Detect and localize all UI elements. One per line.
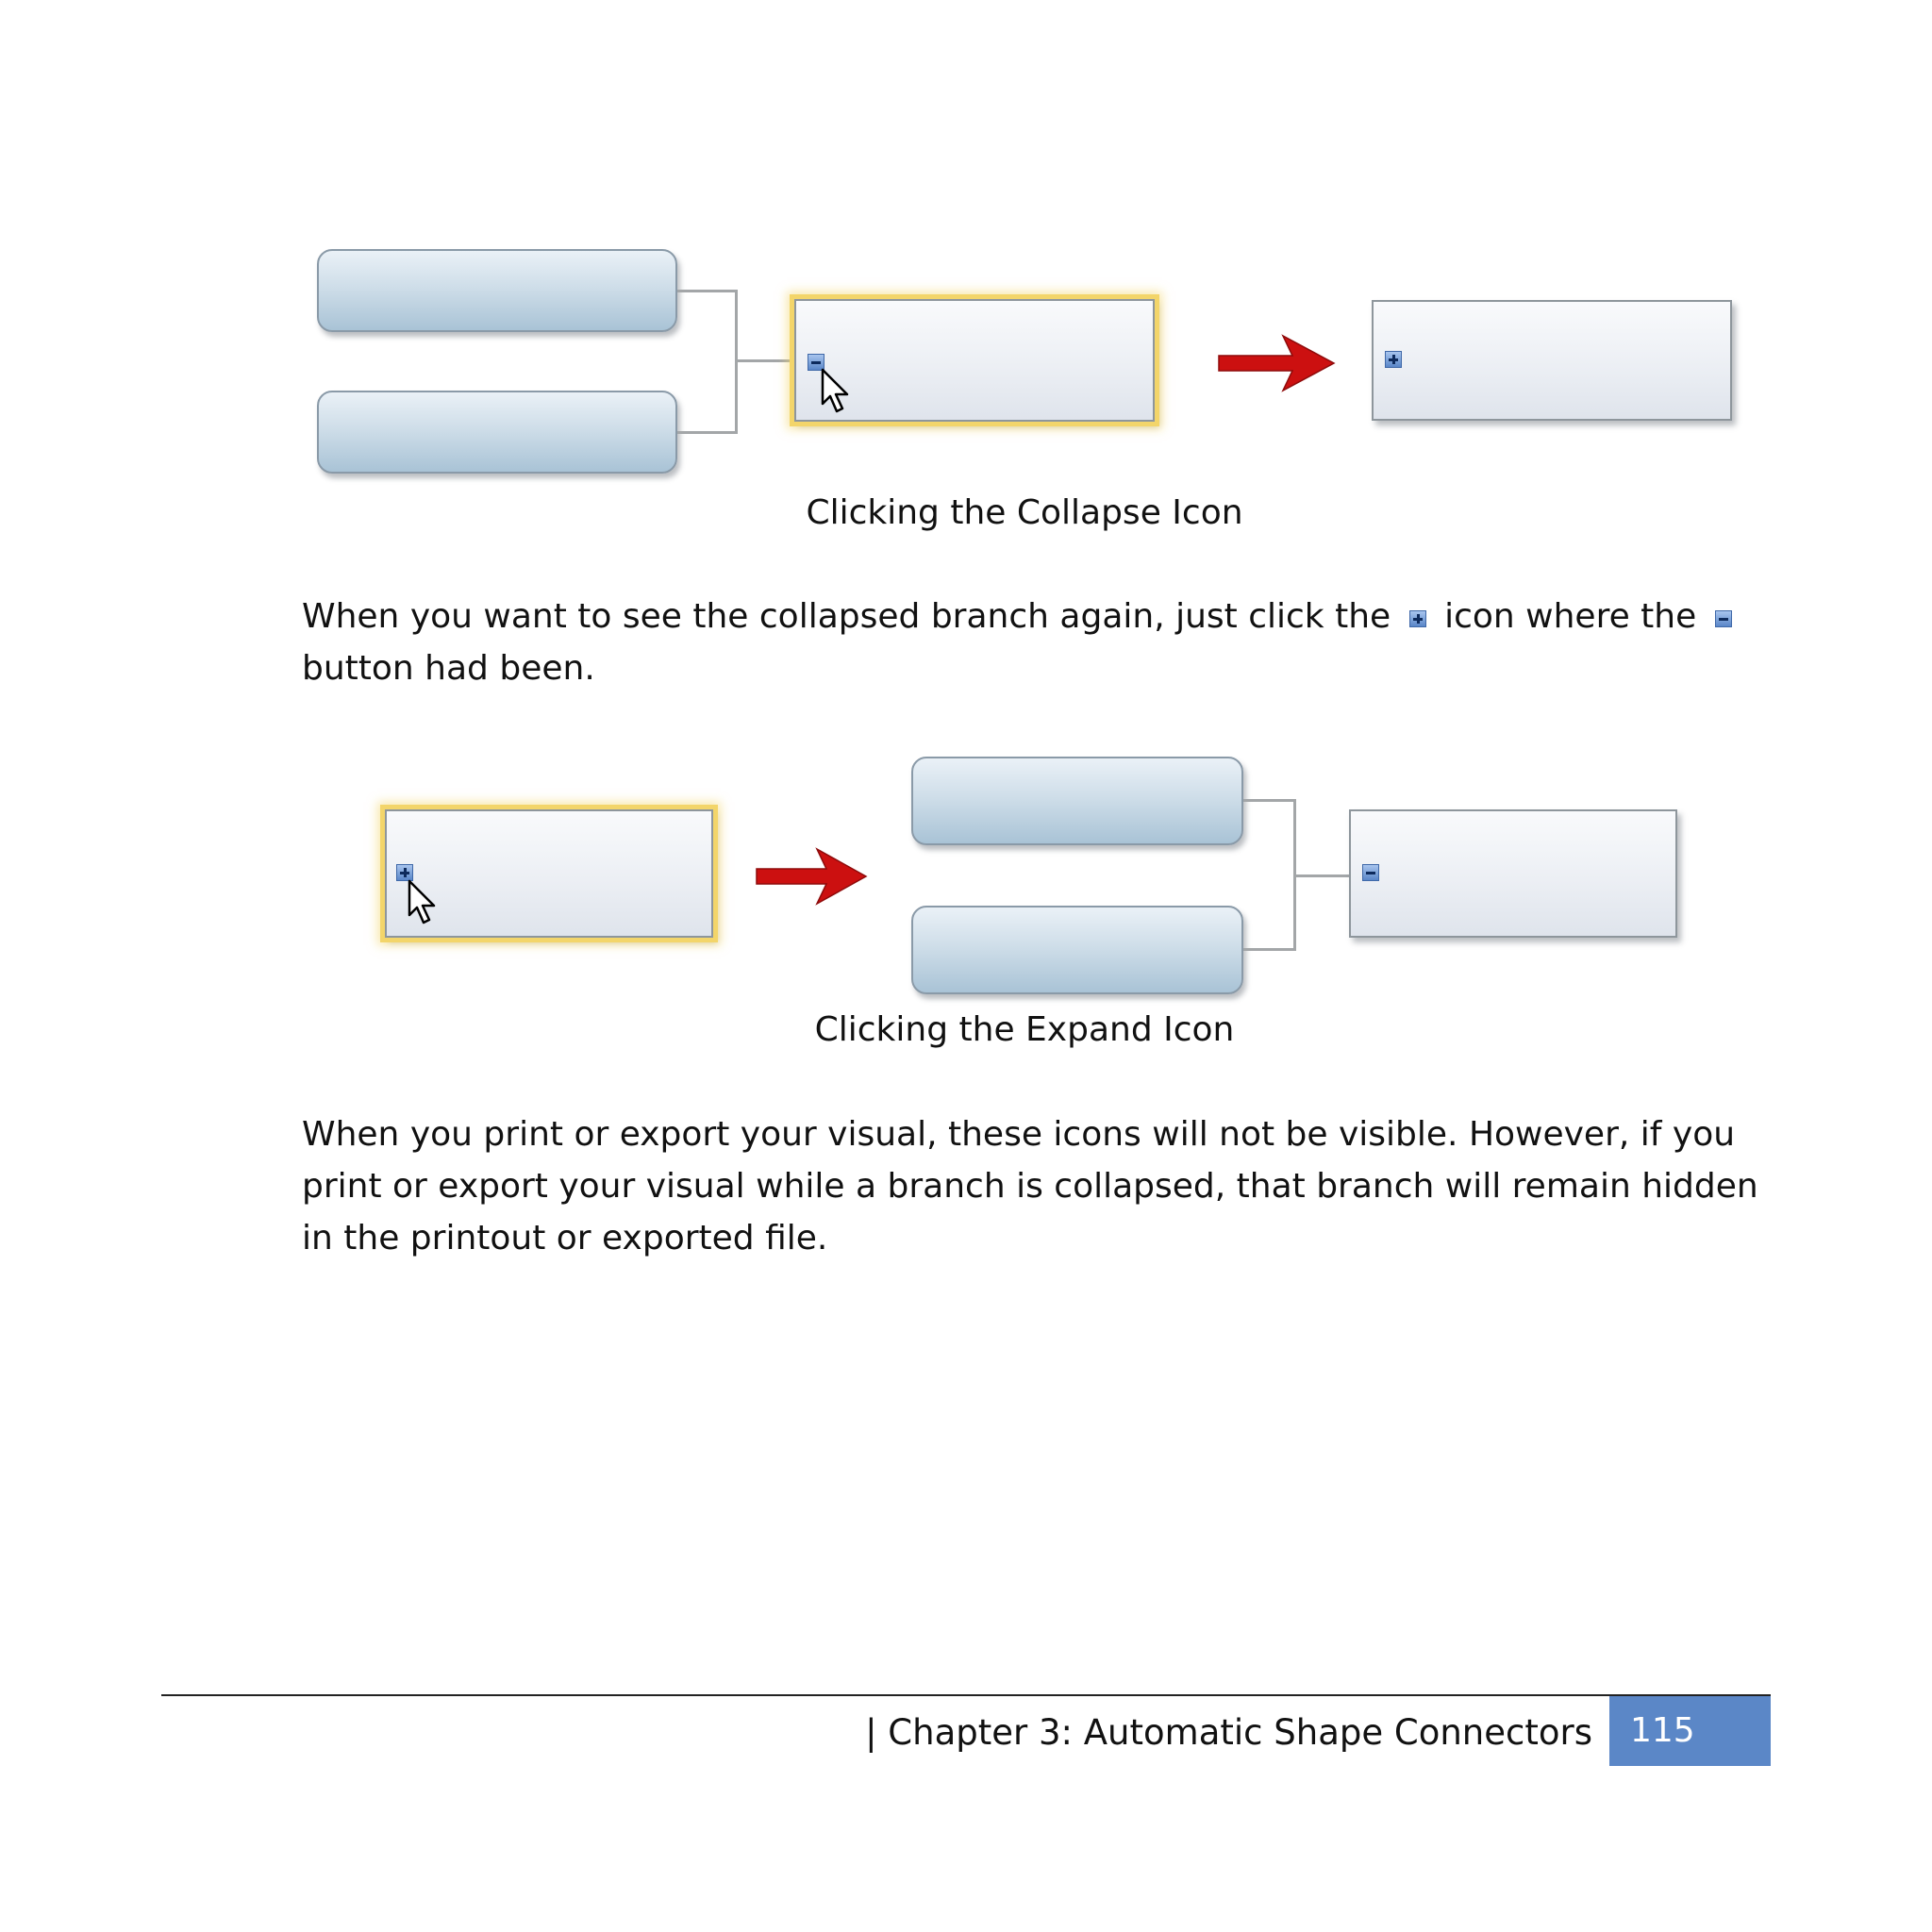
expand-icon[interactable]	[1385, 351, 1402, 368]
connector-line	[735, 359, 794, 362]
paragraph-text: icon where the	[1444, 597, 1697, 636]
connector-line	[677, 431, 737, 434]
connector-line	[1293, 874, 1350, 877]
parent-shape-expanded[interactable]	[1349, 809, 1677, 938]
child-shape-bottom	[911, 906, 1243, 994]
paragraph-text: When you want to see the collapsed branch again, just click the	[302, 597, 1391, 636]
right-arrow-icon	[1215, 330, 1338, 396]
child-shape-top	[317, 249, 677, 332]
collapse-icon[interactable]	[1362, 864, 1379, 881]
figure-caption: Clicking the Collapse Icon	[806, 493, 1243, 532]
child-shape-top	[911, 757, 1243, 845]
footer-rule	[161, 1694, 1771, 1696]
page-number-box	[1609, 1696, 1771, 1766]
paragraph-text: button had been.	[302, 649, 595, 688]
body-paragraph	[302, 591, 1774, 694]
mouse-pointer-icon	[817, 368, 855, 425]
connector-line	[1243, 799, 1295, 802]
right-arrow-icon	[753, 843, 870, 909]
connector-line	[1243, 948, 1295, 951]
body-paragraph: When you print or export your visual, these icons will not be visible. However, if you print or export your visual while a branch is collapsed, that branch will remain hidden in the printout or exported file.	[302, 1115, 1758, 1257]
parent-shape-collapsed[interactable]	[1372, 300, 1732, 421]
plus-toggle-icon	[1407, 608, 1428, 629]
connector-line	[677, 290, 737, 292]
figure-caption: Clicking the Expand Icon	[814, 1010, 1235, 1049]
child-shape-bottom	[317, 391, 677, 474]
page-number: 115	[1630, 1711, 1695, 1750]
footer-chapter-title: | Chapter 3: Automatic Shape Connectors	[865, 1712, 1592, 1753]
mouse-pointer-icon	[404, 879, 441, 936]
minus-toggle-icon	[1713, 608, 1734, 629]
